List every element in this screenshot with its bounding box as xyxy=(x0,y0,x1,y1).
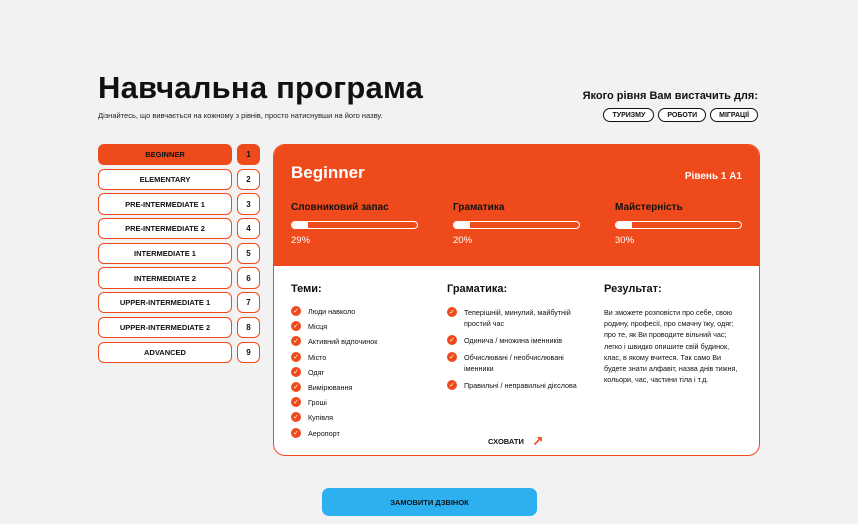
level-row xyxy=(98,193,260,214)
level-button[interactable]: INTERMEDIATE 1 xyxy=(98,243,232,264)
order-call-button[interactable]: ЗАМОВИТИ ДЗВІНОК xyxy=(322,488,537,516)
check-icon: ✓ xyxy=(291,352,301,362)
level-row xyxy=(98,243,260,264)
level-question: Якого рівня Вам вистачить для: xyxy=(582,90,758,102)
level-row xyxy=(98,267,260,288)
grammar-text: Одинича / множина іменників xyxy=(464,336,563,345)
grammar-text: Обчислювані / необчислювані іменники xyxy=(464,353,564,373)
level-row xyxy=(98,169,260,190)
pill-tourism[interactable]: ТУРИЗМУ xyxy=(603,108,654,122)
check-icon: ✓ xyxy=(291,412,301,422)
hide-label: СХОВАТИ xyxy=(488,436,524,446)
list-item xyxy=(447,307,587,329)
topics-column xyxy=(291,283,377,444)
level-number[interactable]: 8 xyxy=(237,317,260,338)
list-item xyxy=(447,335,587,346)
topic-text: Місто xyxy=(308,352,327,362)
progress-bar xyxy=(453,221,580,229)
result-column xyxy=(604,283,744,385)
list-item xyxy=(291,322,377,337)
check-icon: ✓ xyxy=(291,321,301,331)
progress-bar xyxy=(291,221,418,229)
pill-migration[interactable]: МІГРАЦІЇ xyxy=(710,108,758,122)
list-item xyxy=(291,368,377,383)
check-icon: ✓ xyxy=(291,397,301,407)
progress-bar xyxy=(615,221,742,229)
check-icon: ✓ xyxy=(291,382,301,392)
grammar-heading: Граматика: xyxy=(447,283,508,295)
progress-fill xyxy=(616,222,632,228)
grammar-list xyxy=(447,307,587,391)
hide-button[interactable] xyxy=(488,433,544,449)
topics-heading: Теми: xyxy=(291,283,322,295)
metric-label: Майстерність xyxy=(615,202,683,213)
level-row xyxy=(98,317,260,338)
list-item xyxy=(291,413,377,428)
grammar-text: Теперішній, минулий, майбутній простий час xyxy=(464,308,571,328)
list-item xyxy=(291,383,377,398)
progress-fill xyxy=(454,222,470,228)
level-button[interactable]: BEGINNER xyxy=(98,144,232,165)
level-number[interactable]: 9 xyxy=(237,342,260,363)
topic-text: Купівля xyxy=(308,413,334,423)
list-item xyxy=(291,337,377,352)
list-item xyxy=(291,353,377,368)
level-number[interactable]: 5 xyxy=(237,243,260,264)
level-number[interactable]: 6 xyxy=(237,267,260,288)
check-icon: ✓ xyxy=(447,380,457,390)
list-item xyxy=(447,352,587,374)
grammar-column xyxy=(447,283,587,397)
topic-text: Люди навколо xyxy=(308,307,356,316)
level-button[interactable]: UPPER-INTERMEDIATE 1 xyxy=(98,292,232,313)
level-button[interactable]: ELEMENTARY xyxy=(98,169,232,190)
level-row xyxy=(98,342,260,363)
check-icon: ✓ xyxy=(291,306,301,316)
list-item xyxy=(291,398,377,413)
arrow-up-right-icon: ↗ xyxy=(531,433,544,449)
check-icon: ✓ xyxy=(291,367,301,377)
metric-mastery xyxy=(615,202,742,246)
metric-grammar xyxy=(453,202,580,246)
check-icon: ✓ xyxy=(447,352,457,362)
level-number[interactable]: 1 xyxy=(237,144,260,165)
level-button[interactable]: UPPER-INTERMEDIATE 2 xyxy=(98,317,232,338)
check-icon: ✓ xyxy=(291,428,301,438)
check-icon: ✓ xyxy=(291,336,301,346)
card-level-code: Рівень 1 А1 xyxy=(684,171,742,182)
result-heading: Результат: xyxy=(604,283,662,295)
card-header xyxy=(274,145,759,266)
level-row xyxy=(98,218,260,239)
result-text: Ви зможете розповісти про себе, свою родину, професії, про смачну їжу, одяг; про те, як Ви проводите вільний час; легко і швидко опишите свій будинок, клас, в якому вчитеся. Так само Ви будете знати алфавіт, назва днів тижня, кольори, час, частини тіла і т.д. xyxy=(604,308,738,385)
purpose-pills xyxy=(603,108,758,122)
level-button[interactable]: PRE-INTERMEDIATE 1 xyxy=(98,193,232,214)
metric-label: Граматика xyxy=(453,202,505,213)
level-button[interactable]: ADVANCED xyxy=(98,342,232,363)
metric-label: Словниковий запас xyxy=(291,202,389,213)
topic-text: Активний відпочинок xyxy=(308,337,378,347)
list-item xyxy=(291,307,377,322)
level-number[interactable]: 3 xyxy=(237,193,260,214)
list-item xyxy=(447,380,587,391)
level-number[interactable]: 7 xyxy=(237,292,260,313)
level-button[interactable]: INTERMEDIATE 2 xyxy=(98,267,232,288)
topic-text: Одяг xyxy=(308,367,325,377)
level-number[interactable]: 4 xyxy=(237,218,260,239)
level-list xyxy=(98,144,260,366)
check-icon: ✓ xyxy=(447,307,457,317)
level-row xyxy=(98,292,260,313)
metric-value: 20% xyxy=(453,235,473,246)
level-number[interactable]: 2 xyxy=(237,169,260,190)
topic-text: Гроші xyxy=(308,398,327,408)
metric-value: 30% xyxy=(615,235,635,246)
page-title: Навчальна програма xyxy=(98,70,424,105)
card-level-name: Beginner xyxy=(291,163,365,182)
topic-text: Місця xyxy=(308,322,328,332)
metric-value: 29% xyxy=(291,235,311,246)
level-row xyxy=(98,144,260,165)
level-card xyxy=(273,144,760,456)
topic-text: Вимірювання xyxy=(308,382,353,392)
check-icon: ✓ xyxy=(447,335,457,345)
metric-vocabulary xyxy=(291,202,418,246)
page-subtitle: Дізнайтесь, що вивчається на кожному з рівнів, просто натиснувши на його назву. xyxy=(98,111,383,120)
pill-work[interactable]: РОБОТИ xyxy=(658,108,706,122)
topic-text: Аеропорт xyxy=(308,428,340,438)
level-button[interactable]: PRE-INTERMEDIATE 2 xyxy=(98,218,232,239)
topics-list xyxy=(291,307,377,444)
list-item xyxy=(291,429,377,444)
progress-fill xyxy=(292,222,308,228)
grammar-text: Правильні / неправильні дієслова xyxy=(464,381,577,390)
